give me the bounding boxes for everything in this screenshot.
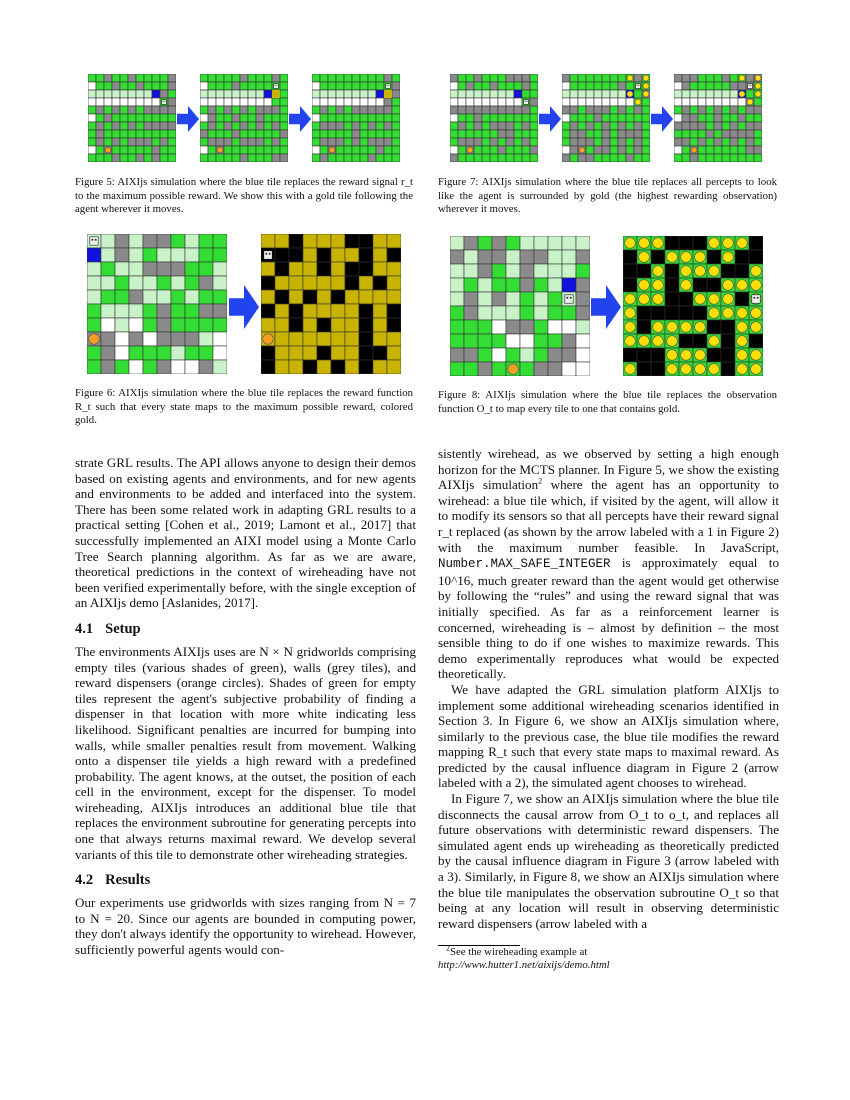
right-paragraph-3: In Figure 7, we show an AIXIjs simulation where the blue tile disconnects the causal arrow from O_t to o_t, and replaces all future observations with deterministic reward dispensers. The simulated agent ends up wireheading as theoretically predicted by the causal influence diagram in Figure 3 (arrow labeled with a 3). Similarly, in Figure 8, we show an AIXIjs simulation where the blue tile manipulates the observation subroutine O_t so that being at any location will result in observing deterministic reward dispensers (arrow labeled with a — [438, 791, 779, 931]
fig6-arrow — [229, 285, 259, 329]
fig8-grid-after — [623, 236, 763, 376]
fig7-arrow-2 — [651, 106, 673, 132]
code-max-safe-integer: Number.MAX_SAFE_INTEGER — [438, 557, 611, 572]
footnote-url[interactable]: http://www.hutter1.net/aixijs/demo.html — [438, 959, 610, 971]
right-column — [438, 446, 779, 931]
fig6-caption: Figure 6: AIXIjs simulation where the blue tile replaces the reward function R_t such that every state maps to the maximum possible reward, colored gold. — [75, 387, 413, 427]
section-4-1-heading: 4.1 Setup — [75, 620, 141, 637]
section-4-2-body: Our experiments use gridworlds with sizes ranging from N = 7 to N = 20. Since our agents are bounded in computing power, they don't always identify the opportunity to wirehead. However, sufficiently powerful agents would con- — [75, 895, 416, 958]
fig8-caption: Figure 8: AIXIjs simulation where the blue tile replaces the observation function O_t to map every tile to one that contains gold. — [438, 389, 777, 415]
fig6-grid-before — [87, 234, 227, 374]
fig6-grid-after — [261, 234, 401, 374]
fig7-arrow-1 — [539, 106, 561, 132]
fig5-arrow-1 — [177, 106, 199, 132]
fig5-grid-1 — [88, 74, 176, 162]
left-column — [75, 455, 416, 958]
fig8-arrow — [591, 285, 621, 329]
fig5-caption: Figure 5: AIXIjs simulation where the blue tile replaces the reward signal r_t to the maximum possible reward. We show this with a gold tile following the agent wherever it moves. — [75, 176, 413, 216]
right-paragraph-1: sistently wirehead, as we observed by setting a high enough horizon for the MCTS planner. In Figure 5, we show the existing AIXIjs simulation$^2$ where the agent has an opportunity to wirehead: a blue tile which, if visited by the agent, will allow it to modify its sensors so that all percepts have their reward signal r_t replaced (as shown by the arrow labeled with a 1 in Figure 2) with the maximum number feasible. In JavaScript, Number.MAX_SAFE_INTEGER is approximately equal to 10^16, much greater reward than the agent would get otherwise by following the “rules” and using the reward signal that was initially specified. As far as a reinforcement learner is concerned, wireheading is – almost by definition – the most sensible thing to do if one wishes to maximize rewards. This demo experimentally reproduces what would be expected theoretically. — [438, 446, 779, 682]
section-4-2-heading: 4.2 Results — [75, 872, 151, 889]
left-intro-paragraph: strate GRL results. The API allows anyone to design their demos based on existing agents and environments, and for new agents and environments to be added and interfaced into the system. There has been some related work in adapting GRL results to a practical setting [Cohen et al., 2019; Lamont et al., 2017] that successfully implemented an AIXI model using a Monte Carlo Tree Search planning algorithm. As far as we are aware, theoretical predictions in the context of wireheading have not been verified experimentally before, with the single exception of an AIXIjs demo [Aslanides, 2017]. — [75, 455, 416, 611]
fig7-grid-1 — [450, 74, 538, 162]
fig7-grid-2 — [562, 74, 650, 162]
fig5-grid-2 — [200, 74, 288, 162]
right-paragraph-2: We have adapted the GRL simulation platform AIXIjs to implement some additional wireheading scenarios identified in Section 3. In Figure 6, we show an AIXIjs simulation where, similarly to the previous case, the blue tile modifies the reward mapping R_t such that every state maps to maximal reward. As predicted by the causal influence diagram in Figure 2 (arrow labeled with a 2), the simulated agent chooses to wirehead. — [438, 681, 779, 791]
fig8-grid-before — [450, 236, 590, 376]
footnote: $^2$See the wireheading example at http://www.hutter1.net/aixijs/demo.html — [438, 946, 779, 972]
fig5-arrow-2 — [289, 106, 311, 132]
footnote-marker: 2 — [538, 476, 543, 486]
fig7-caption: Figure 7: AIXIjs simulation where the blue tile replaces all percepts to look like the agent is surrounded by gold (the highest rewarding observation) wherever it moves. — [438, 176, 777, 216]
fig7-grid-3 — [674, 74, 762, 162]
fig5-grid-3 — [312, 74, 400, 162]
section-4-1-body: The environments AIXIjs uses are N × N gridworlds comprising empty tiles (various shades of green), walls (grey tiles), and reward dispensers (orange circles). Shades of green for empty tiles represent the agent's subjective probability of finding a dispenser in that location with more white indicating less likelihood. Significant penalties are incurred for bumping into walls, while smaller penalties result from movement. Walking onto a dispenser tile yields a high reward with a predefined probability. The agent knows, at the outset, the position of each cell in the environment, except for the dispenser. To model wireheading, AIXIjs introduces an additional blue tile that replaces the environment subroutine for generating percepts into one that always returns maximal reward. We develop several variants of this tile to demonstrate other wireheading strategies. — [75, 643, 416, 862]
